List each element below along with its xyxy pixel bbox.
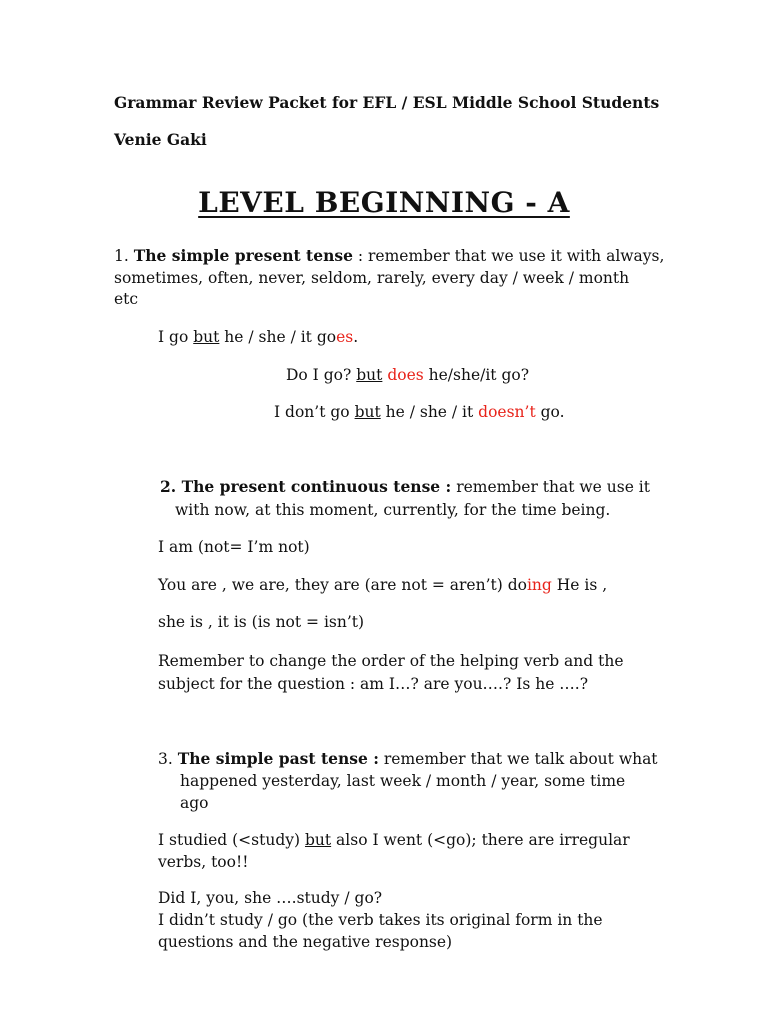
example-text: Do I go? (286, 366, 357, 384)
highlight-ending: es (336, 328, 354, 346)
section2-line-you (158, 574, 607, 596)
example-text: . (353, 328, 359, 346)
but-word: but (193, 328, 220, 346)
example-text: I go (158, 328, 194, 346)
but-word: but (356, 366, 383, 384)
section3-did-line: Did I, you, she ….study / go? (158, 889, 383, 907)
section1-name: The simple present tense (133, 246, 353, 265)
section1-intro-line3: etc (114, 290, 139, 308)
section1-intro-line2: sometimes, often, never, seldom, rarely, every day / week / month (114, 269, 630, 287)
section2-remember-line1: Remember to change the order of the helping verb and the (158, 652, 624, 670)
section3-name: The simple past tense : (177, 749, 379, 768)
author-name: Venie Gaki (114, 130, 207, 149)
example-text: You are , we are, they are (are not = aren’t) do (158, 576, 527, 594)
section3-didnt-line2: questions and the negative response) (158, 933, 453, 951)
highlight-word: does (387, 366, 424, 384)
example-text: I don’t go (274, 403, 355, 421)
section3-didnt-line1: I didn’t study / go (the verb takes its original form in the (158, 911, 603, 929)
example-text: he / she / it (380, 403, 479, 421)
example-text: he / she / it go (219, 328, 337, 346)
section3-intro-line3: ago (180, 794, 209, 812)
packet-title: Grammar Review Packet for EFL / ESL Middle School Students (114, 93, 660, 112)
section2-intro-line2: with now, at this moment, currently, for the time being. (175, 501, 611, 519)
section3-intro-text: remember that we talk about what (378, 750, 658, 768)
example-text: He is , (551, 576, 608, 594)
highlight-ending: ing (526, 576, 552, 594)
section3-intro (158, 748, 658, 770)
but-word: but (304, 831, 332, 849)
section2-intro (160, 476, 650, 498)
section2-name: The present continuous tense : (181, 477, 452, 496)
section3-intro-line2: happened yesterday, last week / month / year, some time (180, 772, 626, 790)
section3-studied-line1 (158, 829, 630, 851)
section2-line-am: I am (not= I’m not) (158, 538, 310, 556)
section1-example1 (158, 326, 358, 348)
example-text: also I went (<go); there are irregular (331, 831, 630, 849)
section1-example2 (286, 364, 529, 386)
section3-studied-line2: verbs, too!! (158, 853, 249, 871)
section2-number: 2. (160, 477, 182, 496)
but-word: but (354, 403, 381, 421)
section1-number: 1. (114, 247, 134, 265)
section3-number: 3. (158, 750, 178, 768)
section2-line-she: she is , it is (is not = isn’t) (158, 613, 365, 631)
section1-example3 (274, 401, 565, 423)
section1-intro-text: : remember that we use it with always, (352, 247, 665, 265)
example-text: go. (535, 403, 565, 421)
example-text: I studied (<study) (158, 831, 305, 849)
highlight-word: doesn’t (478, 403, 536, 421)
level-heading: LEVEL BEGINNING - A (198, 186, 570, 219)
example-text: he/she/it go? (423, 366, 530, 384)
section2-remember-line2: subject for the question : am I…? are you….? Is he ….? (158, 675, 589, 693)
section2-intro-text: remember that we use it (451, 478, 650, 496)
section1-intro (114, 245, 664, 267)
